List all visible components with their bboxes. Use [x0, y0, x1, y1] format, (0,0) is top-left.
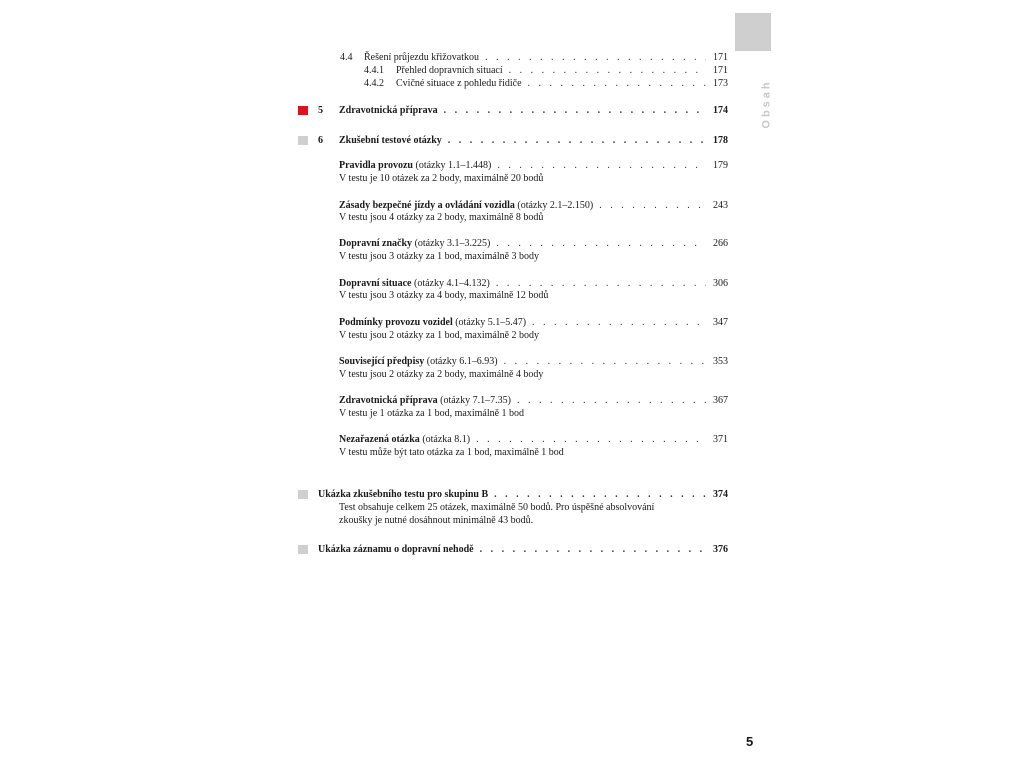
- section-description: V testu jsou 2 otázky za 1 bod, maximálně 2 body: [339, 330, 540, 341]
- leader-dots: [532, 317, 706, 329]
- toc-entry-title: Přehled dopravních situací: [396, 65, 503, 76]
- toc-entry-page: 173: [713, 78, 728, 89]
- toc-section-2[interactable]: [339, 200, 728, 212]
- page-number: 5: [746, 734, 754, 749]
- side-label-obsah: Obsah: [760, 79, 773, 129]
- leader-dots: [496, 238, 706, 250]
- toc-chapter-page: 178: [713, 135, 728, 146]
- toc-section-7[interactable]: [339, 395, 728, 407]
- leader-dots: [448, 135, 706, 147]
- section-page: 266: [713, 238, 728, 249]
- toc-entry-4-4-1[interactable]: [364, 65, 728, 77]
- section-description: V testu může být tato otázka za 1 bod, maximálně 1 bod: [339, 447, 564, 458]
- section-range: (otázky 3.1–3.225): [414, 238, 491, 249]
- toc-section-6[interactable]: [339, 356, 728, 368]
- section-range: (otázky 2.1–2.150): [517, 200, 594, 211]
- toc-appendix-accident[interactable]: [318, 544, 728, 556]
- leader-dots: [517, 395, 706, 407]
- section-range: (otázky 4.1–4.132): [414, 278, 490, 289]
- section-title: Zdravotnická příprava: [339, 395, 438, 406]
- section-range: (otázky 7.1–7.35): [440, 395, 511, 406]
- appendix-marker: [298, 545, 308, 554]
- leader-dots: [509, 65, 706, 77]
- leader-dots: [476, 434, 706, 446]
- appendix-title: Ukázka zkušebního testu pro skupinu B: [318, 489, 489, 500]
- section-title: Související předpisy: [339, 356, 425, 367]
- section-page: 353: [713, 356, 728, 367]
- toc-entry-4-4-2[interactable]: [364, 78, 728, 90]
- toc-section-3[interactable]: [339, 238, 728, 250]
- toc-entry-4-4[interactable]: [340, 52, 728, 64]
- toc-section-1[interactable]: [339, 160, 728, 172]
- toc-chapter-page: 174: [713, 105, 728, 116]
- section-page: 306: [713, 278, 728, 289]
- toc-entry-page: 171: [713, 65, 728, 76]
- toc-chapter-5[interactable]: [318, 105, 728, 117]
- leader-dots: [504, 356, 706, 368]
- section-page: 371: [713, 434, 728, 445]
- toc-chapter-title: Zkušební testové otázky: [339, 135, 442, 146]
- toc-entry-number: 4.4.1: [364, 65, 384, 76]
- section-range: (otázky 1.1–1.448): [415, 160, 492, 171]
- section-title: Dopravní situace: [339, 278, 412, 289]
- toc-section-4[interactable]: [339, 278, 728, 290]
- section-title: Zásady bezpečné jízdy a ovládání vozidla: [339, 200, 515, 211]
- toc-chapter-6[interactable]: [318, 135, 728, 147]
- appendix-description-line2: zkoušky je nutné dosáhnout minimálně 43 bodů.: [339, 515, 534, 526]
- toc-chapter-title: Zdravotnická příprava: [339, 105, 438, 116]
- appendix-description-line1: Test obsahuje celkem 25 otázek, maximálně 50 bodů. Pro úspěšné absolvování: [339, 502, 655, 513]
- toc-chapter-number: 5: [318, 105, 323, 116]
- appendix-page: 374: [713, 489, 728, 500]
- chapter-marker: [298, 136, 308, 145]
- toc-section-5[interactable]: [339, 317, 728, 329]
- section-range: (otázky 5.1–5.47): [455, 317, 527, 328]
- toc-entry-title: Cvičné situace z pohledu řidiče: [396, 78, 522, 89]
- leader-dots: [599, 200, 706, 212]
- toc-appendix-test[interactable]: [318, 489, 728, 501]
- section-title: Pravidla provozu: [339, 160, 413, 171]
- section-title: Nezařazená otázka: [339, 434, 420, 445]
- leader-dots: [494, 489, 706, 501]
- section-range: (otázka 8.1): [422, 434, 471, 445]
- leader-dots: [497, 160, 706, 172]
- toc-entry-title: Řešení průjezdu křižovatkou: [364, 52, 479, 63]
- toc-chapter-number: 6: [318, 135, 323, 146]
- toc-entry-number: 4.4.2: [364, 78, 384, 89]
- section-page: 367: [713, 395, 728, 406]
- section-description: V testu jsou 3 otázky za 1 bod, maximálně 3 body: [339, 251, 540, 262]
- chapter-marker-red: [298, 106, 308, 115]
- toc-entry-number: 4.4: [340, 52, 353, 63]
- leader-dots: [485, 52, 706, 64]
- section-page: 347: [713, 317, 728, 328]
- section-page: 179: [713, 160, 728, 171]
- section-description: V testu je 1 otázka za 1 bod, maximálně 1 bod: [339, 408, 525, 419]
- section-description: V testu jsou 3 otázky za 4 body, maximálně 12 bodů: [339, 290, 549, 301]
- appendix-title: Ukázka záznamu o dopravní nehodě: [318, 544, 474, 555]
- leader-dots: [444, 105, 706, 117]
- leader-dots: [496, 278, 706, 290]
- appendix-marker: [298, 490, 308, 499]
- toc-entry-page: 171: [713, 52, 728, 63]
- section-title: Dopravní značky: [339, 238, 413, 249]
- section-description: V testu jsou 4 otázky za 2 body, maximálně 8 bodů: [339, 212, 544, 223]
- section-description: V testu jsou 2 otázky za 2 body, maximálně 4 body: [339, 369, 544, 380]
- leader-dots: [528, 78, 706, 90]
- leader-dots: [480, 544, 706, 556]
- section-tab-marker: [735, 13, 771, 51]
- section-title: Podmínky provozu vozidel: [339, 317, 453, 328]
- toc-section-8[interactable]: [339, 434, 728, 446]
- section-range: (otázky 6.1–6.93): [426, 356, 498, 367]
- section-description: V testu je 10 otázek za 2 body, maximálně 20 bodů: [339, 173, 544, 184]
- appendix-page: 376: [713, 544, 728, 555]
- section-page: 243: [713, 200, 728, 211]
